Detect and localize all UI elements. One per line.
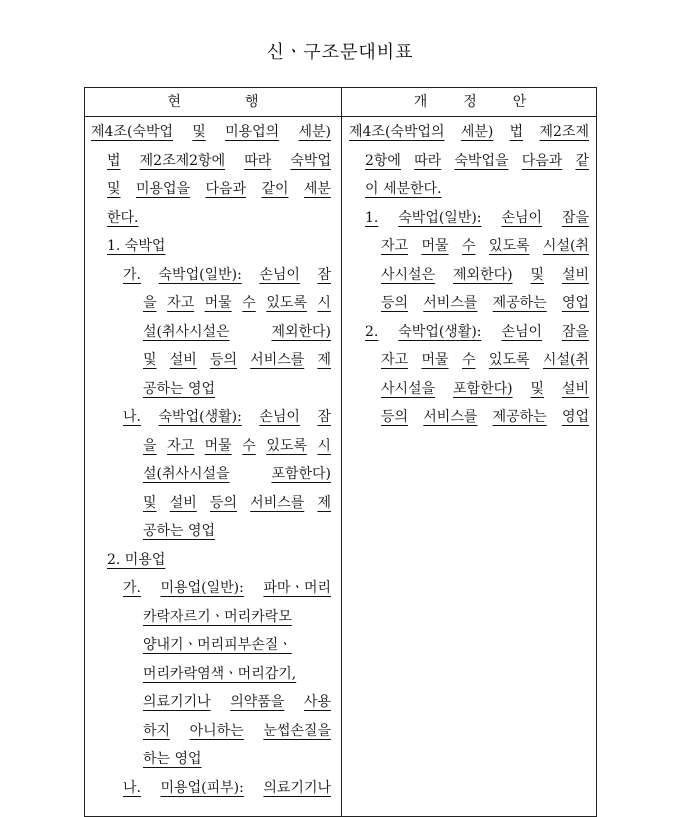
current-text-line [143,293,331,317]
current-text-word: 수 [242,295,256,311]
current-text-word: 사용 [303,694,331,710]
current-text-word: 양내기ㆍ머리피부손질ㆍ [143,637,292,653]
current-text-word: 파마ㆍ머리 [263,580,331,596]
revised-text-word: 영업 [561,295,589,311]
revised-text-word: 있도록 [488,238,530,254]
revised-text-word: 설비 [561,266,589,283]
revised-text-word: 수 [461,352,476,368]
current-text-line: 2. 미용업 [107,551,166,568]
current-text-word: 따라 [244,152,272,169]
revised-text-word: 시설(취 [542,238,589,254]
current-text-word: 등의 [209,494,237,511]
current-text-line [143,635,331,659]
current-text-word: 세분 [303,181,331,197]
current-text-line [143,350,331,374]
revised-text-word: 있도록 [488,352,530,368]
current-text-word: 머물 [204,295,232,311]
current-text-word: 설비 [169,352,197,368]
current-text-word: 있도록 [266,295,307,311]
revised-text-word: 같 [575,152,589,169]
revised-text-word: 및 [530,380,545,397]
current-text-word: 자고 [167,437,195,454]
current-text-word: 다음과 [205,181,247,197]
current-text-word: 세분) [298,124,331,140]
current-text-line: 하는 영업 [143,751,202,767]
revised-text-word: 따라 [414,152,442,169]
current-text-line [123,407,331,431]
current-text-word: 미용업을 [135,181,191,197]
current-text-word: 가. [123,266,141,283]
current-text-line [143,322,331,346]
current-text-word: 같이 [261,181,289,197]
current-text-word: 손님이 [259,266,300,283]
revised-text-line [381,293,589,317]
current-text-word: 설(취사시설은 [143,323,230,340]
current-text-word: 눈썹손질을 [263,722,331,739]
current-text-word: 의약품을 [230,694,285,710]
page-title: 신ㆍ구조문대비표 [266,42,414,63]
current-text-word: 시 [317,295,331,311]
revised-text-word: 제공하는 [492,295,547,311]
current-text-word: 머리카락염색ㆍ머리감기, [143,665,297,682]
current-text-word: 나. [123,409,141,425]
current-text-word: 시 [317,437,331,454]
current-text-word: 미용업의 [225,124,280,140]
current-text-word: 수 [242,437,256,454]
revised-text-line [365,208,589,232]
current-text-word: 및 [192,124,206,140]
revised-text-line [365,151,589,175]
header-divider [85,116,596,117]
revised-text-word: 법 [509,124,524,140]
revised-text-word: 등의 [381,295,409,311]
current-text-line [123,778,331,802]
revised-text-word: 시설(취 [542,352,589,368]
current-text-line [91,122,331,146]
current-text-word: 포함한다) [271,466,331,482]
current-text-word: 을 [143,437,157,454]
current-text-line: 공하는 영업 [143,523,216,539]
revised-text-word: 잠을 [561,323,589,340]
revised-text-word: 제2조제 [539,124,589,140]
revised-text-word: 영업 [561,409,589,425]
current-text-word: 의료기기나 [143,694,211,710]
current-text-word: 제 [317,494,331,511]
revised-text-line [349,122,589,146]
current-text-word: 제4조(숙박업 [91,124,173,140]
revised-text-word: 머물 [421,352,449,368]
revised-text-word: 제4조(숙박업의 [349,124,445,140]
current-text-word: 잠 [317,266,331,283]
revised-text-word: 다음과 [521,152,563,169]
header-revised [342,92,598,112]
header-revised-label: 개정안 [413,94,563,110]
revised-text-word: 사시설을 [381,380,436,397]
current-text-line: 공하는 영업 [143,380,216,397]
revised-text-word: 숙박업을 [454,152,509,169]
current-text-word: 아니하는 [189,722,244,739]
revised-text-word: 2. [365,323,379,340]
revised-text-word: 서비스를 [423,295,478,311]
current-text-word: 미용업(일반): [160,580,244,596]
revised-text-line [381,236,589,260]
current-text-line [143,607,331,631]
revised-text-word: 숙박업(생활): [398,323,482,340]
current-text-line: 1. 숙박업 [107,238,166,254]
current-text-word: 나. [123,779,141,796]
revised-text-line [381,350,589,374]
current-text-line [107,179,331,203]
current-text-word: 미용업(피부): [160,779,244,796]
current-text-word: 자고 [167,295,195,311]
revised-text-word: 손님이 [501,209,543,226]
current-text-word: 숙박업 [290,152,331,169]
current-text-word: 제외한다) [271,323,331,340]
current-text-word: 머물 [204,437,232,454]
current-text-word: 법 [107,152,121,169]
revised-text-word: 제공하는 [492,409,547,425]
current-text-line [143,692,331,716]
revised-text-word: 자고 [381,238,409,254]
header-current-label: 현행 [167,94,323,110]
current-text-word: 서비스를 [250,352,305,368]
current-text-word: 설(취사시설을 [143,466,230,482]
current-text-line [123,578,331,602]
revised-text-word: 포함한다) [453,380,513,397]
current-text-word: 및 [107,181,121,197]
revised-text-line [365,322,589,346]
current-text-line [143,436,331,460]
revised-text-line [381,379,589,403]
revised-text-word: 머물 [421,238,449,254]
current-text-word: 및 [143,352,157,368]
revised-text-word: 잠을 [561,209,589,226]
current-text-line [143,464,331,488]
revised-text-word: 설비 [561,380,589,397]
revised-text-word: 2항에 [365,152,401,169]
current-text-line: 한다. [107,209,139,226]
comparison-table [84,87,597,817]
current-text-line [123,265,331,289]
current-text-line [143,721,331,745]
current-text-line [107,151,331,175]
current-text-word: 제 [317,352,331,368]
revised-text-word: 사시설은 [381,266,436,283]
revised-text-line: 이 세분한다. [365,181,442,197]
current-text-word: 카락자르기ㆍ머리카락모 [143,608,292,625]
current-text-word: 있도록 [266,437,307,454]
current-text-line [143,664,331,688]
current-text-word: 설비 [169,494,197,511]
revised-text-word: 및 [530,266,545,283]
current-text-word: 제2조제2항에 [139,152,226,169]
current-text-line [143,493,331,517]
revised-text-word: 세분) [460,124,494,140]
revised-text-word: 등의 [381,409,409,425]
revised-text-word: 1. [365,209,379,226]
current-text-word: 가. [123,580,141,596]
current-text-word: 등의 [209,352,237,368]
current-text-word: 잠 [317,409,331,425]
current-text-word: 숙박업(생활): [158,409,242,425]
column-divider [341,88,342,816]
revised-text-line [381,407,589,431]
current-text-word: 손님이 [259,409,300,425]
revised-text-word: 제외한다) [453,266,513,283]
current-text-word: 을 [143,295,157,311]
revised-text-word: 서비스를 [423,409,478,425]
current-text-word: 서비스를 [250,494,305,511]
current-text-word: 의료기기나 [263,779,331,796]
current-text-word: 하지 [143,722,171,739]
revised-text-word: 수 [461,238,476,254]
current-text-word: 숙박업(일반): [158,266,242,283]
revised-text-word: 숙박업(일반): [398,209,482,226]
current-text-word: 및 [143,494,157,511]
revised-text-line [381,265,589,289]
revised-text-word: 자고 [381,352,409,368]
header-current [85,92,341,112]
revised-text-word: 손님이 [501,323,543,340]
